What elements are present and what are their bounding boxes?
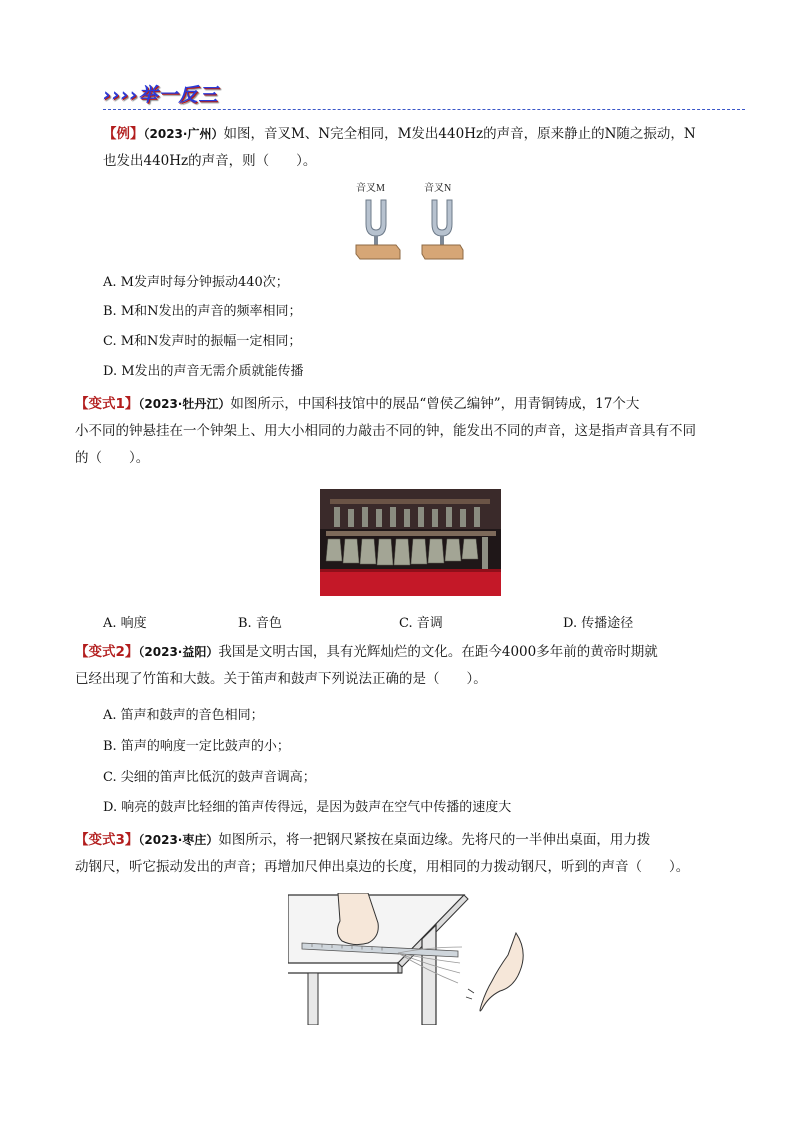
tuning-forks-image — [354, 180, 464, 262]
steel-ruler-image — [288, 893, 548, 1025]
variant2-option-d: D. 响亮的鼓声比轻细的笛声传得远，是因为鼓声在空气中传播的速度大 — [103, 800, 512, 815]
variant3-line2: 动钢尺，听它振动发出的声音；再增加尺伸出桌边的长度，用相同的力拨动钢尺，听到的声音（ ）。 — [75, 859, 690, 875]
steel-ruler-figure — [288, 893, 548, 1025]
chime-bells-image — [320, 489, 501, 596]
variant2-source: （2023·益阳） — [138, 645, 219, 659]
example-option-d: D. M发出的声音无需介质就能传播 — [103, 364, 304, 379]
variant1-line2: 小不同的钟悬挂在一个钟架上、用大小相同的力敲击不同的钟，能发出不同的声音，这是指声音具有不同 — [75, 423, 696, 439]
variant2-line2: 已经出现了竹笛和大鼓。关于笛声和鼓声下列说法正确的是（ ）。 — [75, 671, 487, 687]
example-tag: 【例】 — [103, 126, 144, 142]
variant3-tag: 【变式3】 — [75, 832, 139, 848]
variant1-option-b: B. 音色 — [238, 616, 282, 631]
fork-m-base-icon — [356, 245, 400, 259]
chime-bells-photo — [320, 489, 501, 596]
variant2-option-c: C. 尖细的笛声比低沉的鼓声音调高； — [103, 770, 316, 785]
variant1-option-c: C. 音调 — [399, 616, 443, 631]
section-header — [103, 80, 745, 114]
example-line2: 也发出440Hz的声音，则（ ）。 — [103, 153, 317, 169]
header-divider — [103, 109, 745, 110]
variant2-option-b: B. 笛声的响度一定比鼓声的小； — [103, 739, 290, 754]
variant1-line1: 如图所示，中国科技馆中的展品“曾侯乙编钟”，用青铜铸成，17个大 — [230, 396, 640, 412]
example-source: （2023·广州） — [143, 127, 224, 141]
variant2-question — [75, 639, 735, 693]
variant2-tag: 【变式2】 — [75, 644, 139, 660]
example-line1: 如图，音叉M、N完全相同，M发出440Hz的声音，原来静止的N随之振动，N — [223, 126, 696, 142]
fork-m-icon — [366, 200, 386, 236]
variant1-tag: 【变式1】 — [75, 396, 139, 412]
fork-n-icon — [432, 200, 452, 236]
section-title: ››››举一反三 — [103, 84, 219, 106]
variant2-option-a: A. 笛声和鼓声的音色相同； — [103, 708, 264, 723]
variant1-option-d: D. 传播途径 — [563, 616, 634, 631]
variant3-line1: 如图所示，将一把钢尺紧按在桌面边缘。先将尺的一半伸出桌面，用力拨 — [218, 832, 651, 848]
tuning-fork-figure — [354, 180, 464, 262]
plucking-hand-icon — [480, 933, 523, 1011]
example-question — [103, 121, 743, 175]
variant1-option-a: A. 响度 — [103, 616, 147, 631]
table-leg-icon — [422, 925, 436, 1025]
variant1-question — [75, 391, 735, 472]
example-option-b: B. M和N发出的声音的频率相同； — [103, 304, 302, 319]
fork-n-base-icon — [422, 245, 463, 259]
variant3-source: （2023·枣庄） — [138, 833, 219, 847]
fork-n-label: 音叉N — [424, 183, 452, 194]
fork-m-label: 音叉M — [356, 183, 385, 194]
example-option-c: C. M和N发声时的振幅一定相同； — [103, 334, 302, 349]
example-option-a: A. M发声时每分钟振动440次； — [103, 275, 289, 290]
variant1-source: （2023·牡丹江） — [138, 397, 231, 411]
variant3-question — [75, 827, 740, 881]
variant1-line3: 的（ ）。 — [75, 450, 150, 466]
variant2-line1: 我国是文明古国，具有光辉灿烂的文化。在距今4000多年前的黄帝时期就 — [218, 644, 658, 660]
